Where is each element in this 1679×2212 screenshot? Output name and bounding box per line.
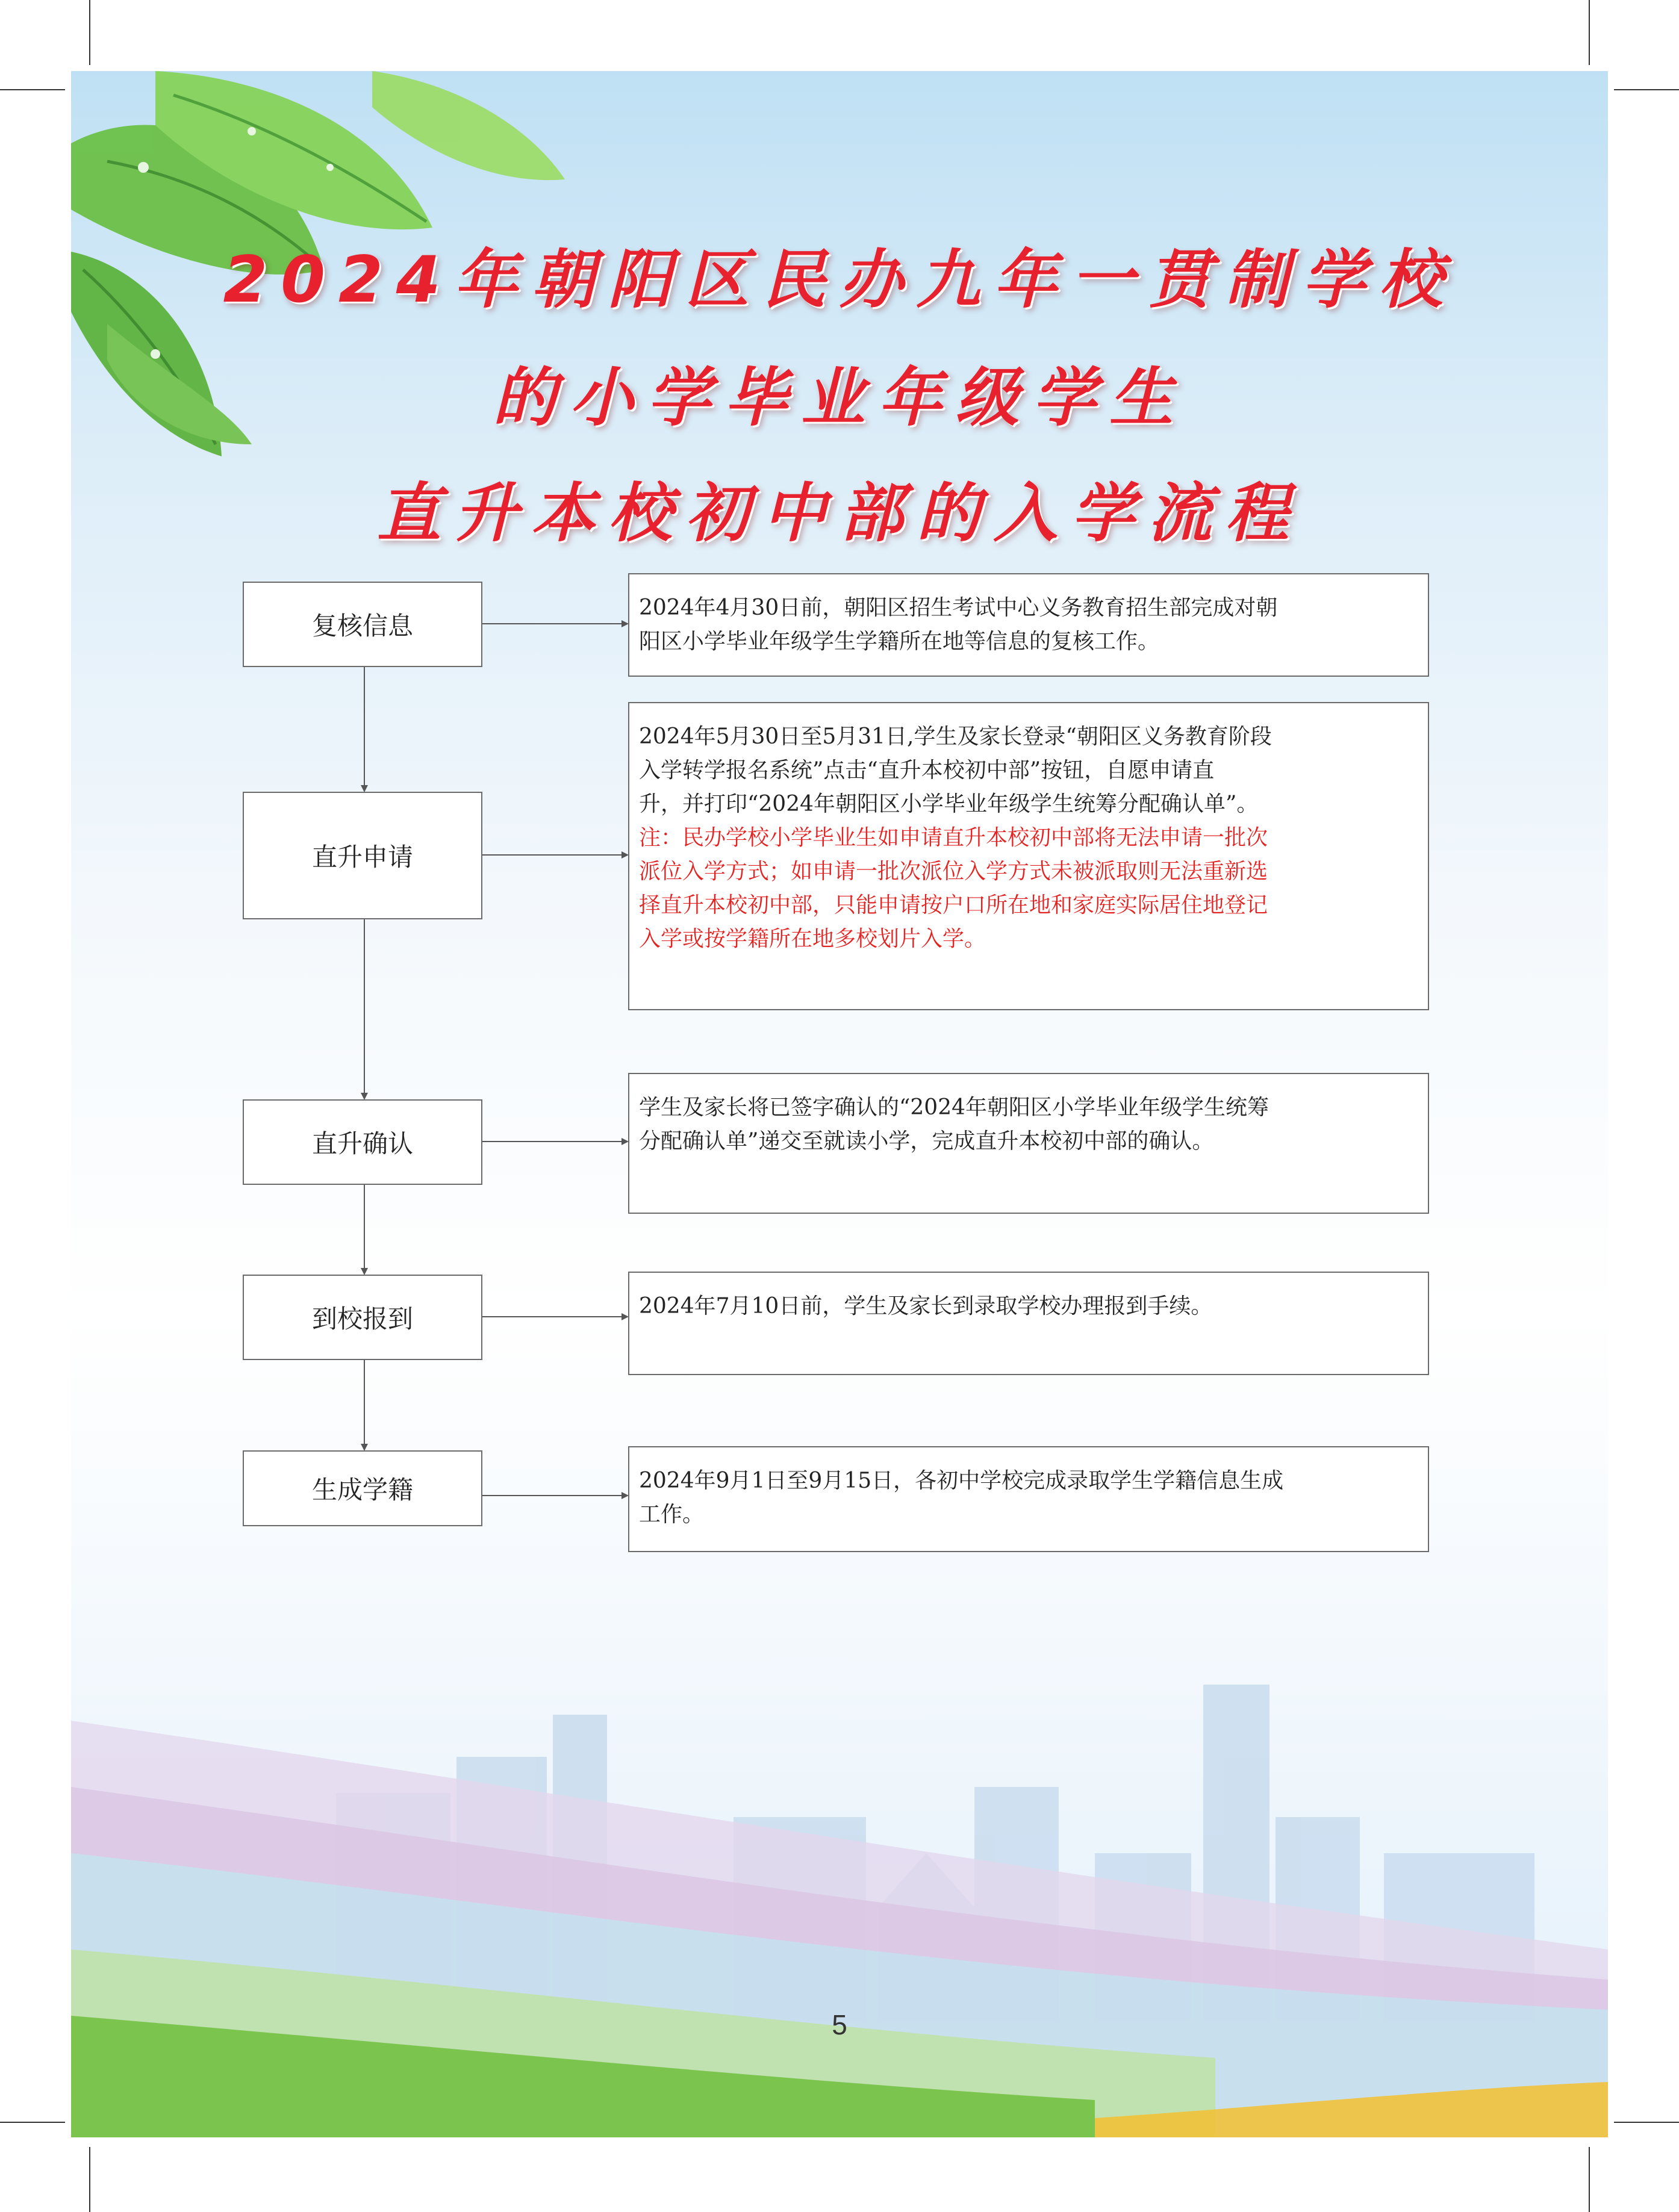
- note-line: 择直升本校初中部，只能申请按户口所在地和家庭实际居住地登记: [639, 893, 1268, 918]
- flow-connectors: [364, 624, 628, 1496]
- page-title-line-2: 的小学毕业年级学生: [493, 361, 1186, 435]
- desc-line: 工作。: [639, 1502, 705, 1527]
- desc-line: 阳区小学毕业年级学生学籍所在地等信息的复核工作。: [639, 629, 1160, 654]
- desc-box-review-info: [628, 573, 1429, 677]
- desc-line: 2024年7月10日前，学生及家长到录取学校办理报到手续。: [639, 1294, 1213, 1319]
- page-title-line-1: 2024年朝阳区民办九年一贯制学校: [223, 243, 1456, 317]
- step-box-report: 到校报到: [243, 1275, 482, 1360]
- step-box-enrollment-record: 生成学籍: [243, 1450, 482, 1526]
- crop-mark: [0, 89, 65, 90]
- crop-mark: [89, 2147, 90, 2212]
- desc-box-report: [628, 1272, 1429, 1375]
- desc-line: 入学转学报名系统”点击“直升本校初中部”按钮，自愿申请直: [639, 758, 1215, 783]
- desc-box-apply: [628, 702, 1429, 1010]
- crop-mark: [1589, 0, 1590, 65]
- crop-mark: [89, 0, 90, 65]
- crop-mark: [1614, 89, 1679, 90]
- step-box-review-info: 复核信息: [243, 582, 482, 667]
- desc-line: 升，并打印“2024年朝阳区小学毕业年级学生统筹分配确认单”。: [639, 792, 1259, 816]
- desc-line: 2024年4月30日前，朝阳区招生考试中心义务教育招生部完成对朝: [639, 595, 1278, 620]
- desc-line: 分配确认单”递交至就读小学，完成直升本校初中部的确认。: [639, 1129, 1214, 1154]
- step-box-confirm: 直升确认: [243, 1099, 482, 1185]
- note-line: 派位入学方式；如申请一批次派位入学方式未被派取则无法重新选: [639, 859, 1268, 884]
- desc-line: 学生及家长将已签字确认的“2024年朝阳区小学毕业年级学生统筹: [639, 1095, 1269, 1120]
- desc-line: 2024年9月1日至9月15日，各初中学校完成录取学生学籍信息生成: [639, 1468, 1284, 1493]
- note-line: 入学或按学籍所在地多校划片入学。: [639, 927, 986, 951]
- step-box-apply: 直升申请: [243, 792, 482, 919]
- crop-mark: [1614, 2122, 1679, 2123]
- page-title-line-3: 直升本校初中部的入学流程: [377, 476, 1302, 550]
- desc-line: 2024年5月30日至5月31日,学生及家长登录“朝阳区义务教育阶段: [639, 724, 1272, 749]
- crop-mark: [0, 2122, 65, 2123]
- desc-box-enrollment-record: [628, 1446, 1429, 1552]
- page-number: 5: [832, 2009, 847, 2040]
- desc-box-confirm: [628, 1073, 1429, 1214]
- note-line: 注：民办学校小学毕业生如申请直升本校初中部将无法申请一批次: [639, 825, 1268, 850]
- page: [71, 71, 1608, 2137]
- crop-mark: [1589, 2147, 1590, 2212]
